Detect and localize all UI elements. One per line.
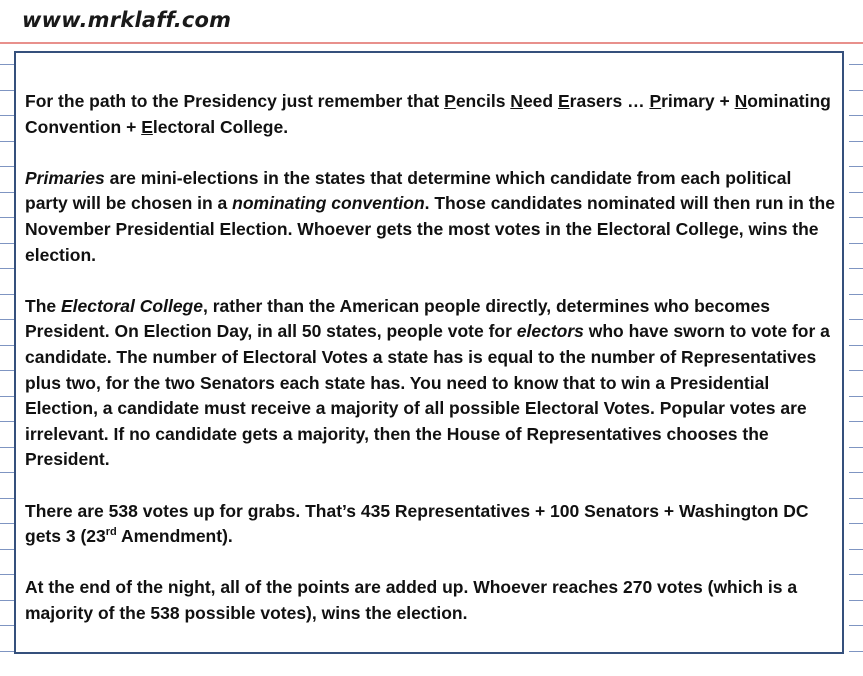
margin-tick-right <box>849 319 863 320</box>
content-box <box>14 51 844 654</box>
text-run: . Those candidates nominated will then run in the November Presidential Election. Whoever gets the most votes in the Electoral College, wins the election. <box>25 193 835 265</box>
margin-tick-right <box>849 574 863 575</box>
margin-tick-left <box>0 294 15 295</box>
site-header <box>0 0 863 42</box>
margin-tick-left <box>0 447 15 448</box>
term-nominating-convention: nominating convention <box>232 193 425 214</box>
margin-tick-right <box>849 523 863 524</box>
text-body <box>25 89 837 652</box>
margin-tick-right <box>849 447 863 448</box>
margin-tick-left <box>0 345 15 346</box>
margin-tick-left <box>0 421 15 422</box>
margin-tick-left <box>0 625 15 626</box>
margin-tick-right <box>849 166 863 167</box>
margin-tick-left <box>0 90 15 91</box>
margin-tick-right <box>849 268 863 269</box>
margin-tick-left <box>0 574 15 575</box>
margin-tick-left <box>0 64 15 65</box>
margin-tick-left <box>0 115 15 116</box>
margin-tick-right <box>849 370 863 371</box>
margin-tick-right <box>849 345 863 346</box>
paragraph-vote-count <box>25 499 837 550</box>
margin-tick-left <box>0 166 15 167</box>
margin-tick-left <box>0 370 15 371</box>
margin-tick-right <box>849 243 863 244</box>
mnemonic-letter: P <box>649 91 662 111</box>
text-run: For the path to the Presidency just remember that <box>25 91 445 111</box>
text-run: encils <box>455 91 511 111</box>
text-run: rasers … <box>569 91 650 111</box>
margin-tick-right <box>849 472 863 473</box>
margin-tick-left <box>0 549 15 550</box>
paragraph-primaries <box>25 166 837 268</box>
text-run: ominating Convention + <box>25 91 831 137</box>
margin-tick-left <box>0 651 15 652</box>
margin-tick-right <box>849 141 863 142</box>
margin-tick-left <box>0 319 15 320</box>
text-run: eed <box>522 91 558 111</box>
margin-tick-right <box>849 625 863 626</box>
margin-tick-left <box>0 217 15 218</box>
mnemonic-letter: N <box>734 91 748 111</box>
margin-tick-left <box>0 243 15 244</box>
site-url: www.mrklaff.com <box>22 8 232 32</box>
paragraph-majority <box>25 575 837 626</box>
margin-tick-left <box>0 600 15 601</box>
margin-tick-left <box>0 141 15 142</box>
text-run: The <box>25 295 61 316</box>
margin-tick-right <box>849 192 863 193</box>
text-run: There are 538 votes up for grabs. That’s 435 Representatives + 100 Senators + Washington DC gets 3 (23 <box>25 500 809 547</box>
paragraph-electoral-college <box>25 294 837 473</box>
margin-tick-left <box>0 498 15 499</box>
margin-tick-right <box>849 294 863 295</box>
text-run: who have sworn to vote for a candidate. The number of Electoral Votes a state has is equal to the number of Representatives plus two, for the two Senators each state has. You need to know that to win a Presidential Election, a candidate must receive a majority of all possible Electoral Votes. Popular votes are irrelevant. If no candidate gets a majority, then the House of Representatives chooses the President. <box>25 321 830 470</box>
margin-tick-right <box>849 498 863 499</box>
text-run: , rather than the American people directly, determines who becomes President. On Election Day, in all 50 states, people vote for <box>25 295 770 342</box>
mnemonic-letter: N <box>510 91 523 111</box>
text-run: At the end of the night, all of the points are added up. Whoever reaches 270 votes (which is a majority of the 538 possible votes), wins the election. <box>25 577 798 623</box>
text-run: Amendment). <box>116 526 233 547</box>
term-electors: electors <box>516 321 584 342</box>
mnemonic-letter: P <box>444 91 456 111</box>
margin-tick-right <box>849 64 863 65</box>
margin-tick-left <box>0 192 15 193</box>
margin-tick-right <box>849 421 863 422</box>
margin-tick-right <box>849 651 863 652</box>
margin-tick-left <box>0 523 15 524</box>
margin-tick-right <box>849 600 863 601</box>
margin-tick-left <box>0 268 15 269</box>
margin-tick-right <box>849 549 863 550</box>
mnemonic-letter: E <box>141 116 153 137</box>
margin-tick-left <box>0 396 15 397</box>
term-electoral-college: Electoral College <box>60 295 203 316</box>
term-primaries: Primaries <box>25 167 105 188</box>
margin-tick-left <box>0 472 15 473</box>
mnemonic-letter: E <box>557 91 570 111</box>
margin-tick-right <box>849 115 863 116</box>
margin-tick-right <box>849 90 863 91</box>
paragraph-mnemonic <box>25 89 837 140</box>
margin-tick-right <box>849 396 863 397</box>
text-run: lectoral College. <box>152 116 289 137</box>
text-run: rimary + <box>661 91 735 111</box>
text-run: are mini-elections in the states that determine which candidate from each political party will be chosen in a <box>25 167 792 214</box>
ordinal-suffix: rd <box>105 526 117 539</box>
margin-tick-right <box>849 217 863 218</box>
